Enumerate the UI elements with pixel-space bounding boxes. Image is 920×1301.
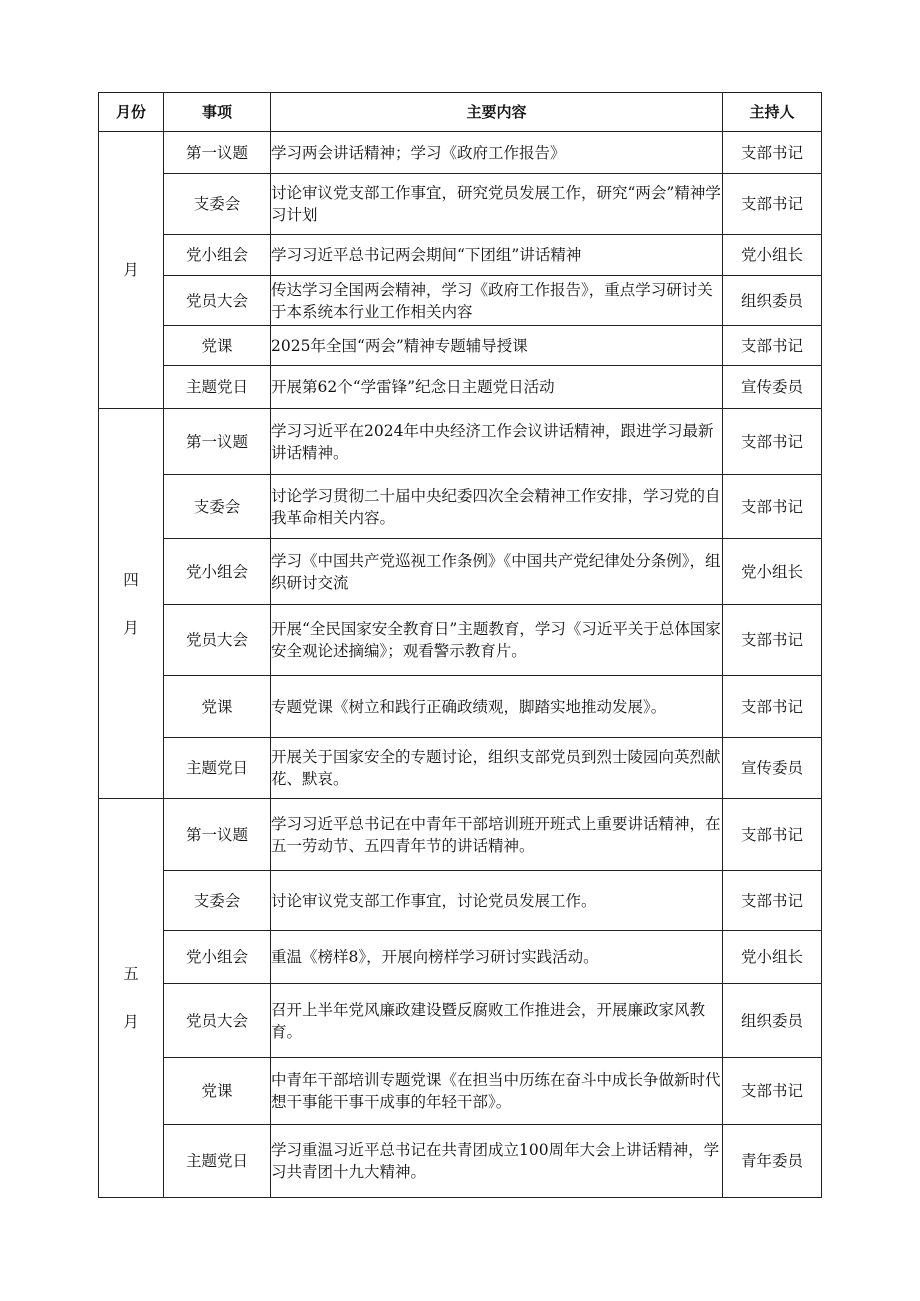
header-month: 月份	[99, 93, 164, 132]
item-cell: 党员大会	[164, 605, 271, 676]
host-cell: 党小组长	[723, 931, 822, 984]
item-cell: 党课	[164, 326, 271, 366]
content-cell: 专题党课《树立和践行正确政绩观，脚踏实地推动发展》。	[271, 676, 723, 738]
host-cell: 宣传委员	[723, 366, 822, 409]
work-plan-table	[98, 92, 822, 1198]
host-cell: 支部书记	[723, 605, 822, 676]
host-cell: 党小组长	[723, 539, 822, 605]
table-row	[99, 174, 822, 235]
table-row	[99, 738, 822, 799]
item-cell: 第一议题	[164, 132, 271, 174]
month-line: 月	[123, 261, 139, 279]
item-cell: 主题党日	[164, 366, 271, 409]
header-host: 主持人	[723, 93, 822, 132]
month-cell	[99, 132, 164, 409]
host-cell: 支部书记	[723, 676, 822, 738]
content-cell: 讨论审议党支部工作事宜，讨论党员发展工作。	[271, 871, 723, 931]
item-cell: 党小组会	[164, 539, 271, 605]
content-cell: 2025年全国“两会”精神专题辅导授课	[271, 326, 723, 366]
content-cell: 传达学习全国两会精神，学习《政府工作报告》，重点学习研讨关于本系统本行业工作相关内容	[271, 276, 723, 326]
host-cell: 支部书记	[723, 174, 822, 235]
content-cell: 开展“全民国家安全教育日”主题教育，学习《习近平关于总体国家安全观论述摘编》；观看警示教育片。	[271, 605, 723, 676]
item-cell: 支委会	[164, 174, 271, 235]
month-line: 四	[123, 570, 139, 589]
header-content: 主要内容	[271, 93, 723, 132]
table-row	[99, 871, 822, 931]
host-cell: 支部书记	[723, 475, 822, 539]
item-cell: 第一议题	[164, 409, 271, 475]
table-row	[99, 326, 822, 366]
table-row	[99, 132, 822, 174]
content-cell: 学习习近平在2024年中央经济工作会议讲话精神，跟进学习最新讲话精神。	[271, 409, 723, 475]
month-line: 五	[123, 965, 139, 983]
table-row	[99, 539, 822, 605]
host-cell: 党小组长	[723, 235, 822, 276]
host-cell: 支部书记	[723, 409, 822, 475]
content-cell: 学习习近平总书记两会期间“下团组”讲话精神	[271, 235, 723, 276]
content-cell: 学习重温习近平总书记在共青团成立100周年大会上讲话精神，学习共青团十九大精神。	[271, 1125, 723, 1198]
table-row	[99, 1125, 822, 1198]
table-row	[99, 475, 822, 539]
item-cell: 党员大会	[164, 276, 271, 326]
content-cell: 开展关于国家安全的专题讨论，组织支部党员到烈士陵园向英烈献花、默哀。	[271, 738, 723, 799]
content-cell: 讨论审议党支部工作事宜，研究党员发展工作，研究“两会”精神学习计划	[271, 174, 723, 235]
table-row	[99, 276, 822, 326]
content-cell: 学习两会讲话精神；学习《政府工作报告》	[271, 132, 723, 174]
table-row	[99, 235, 822, 276]
host-cell: 支部书记	[723, 326, 822, 366]
host-cell: 青年委员	[723, 1125, 822, 1198]
table-row	[99, 799, 822, 871]
month-line: 月	[123, 618, 139, 637]
content-cell: 学习《中国共产党巡视工作条例》《中国共产党纪律处分条例》，组织研讨交流	[271, 539, 723, 605]
host-cell: 支部书记	[723, 871, 822, 931]
table-row	[99, 676, 822, 738]
month-cell	[99, 409, 164, 799]
host-cell: 支部书记	[723, 132, 822, 174]
item-cell: 第一议题	[164, 799, 271, 871]
header-row	[99, 93, 822, 132]
host-cell: 组织委员	[723, 276, 822, 326]
host-cell: 支部书记	[723, 1058, 822, 1125]
table-row	[99, 984, 822, 1058]
table-row	[99, 605, 822, 676]
month-cell	[99, 799, 164, 1198]
content-cell: 开展第62个“学雷锋”纪念日主题党日活动	[271, 366, 723, 409]
item-cell: 党员大会	[164, 984, 271, 1058]
table-row	[99, 931, 822, 984]
header-item: 事项	[164, 93, 271, 132]
item-cell: 主题党日	[164, 738, 271, 799]
item-cell: 党课	[164, 676, 271, 738]
table-row	[99, 409, 822, 475]
item-cell: 党课	[164, 1058, 271, 1125]
item-cell: 支委会	[164, 475, 271, 539]
host-cell: 支部书记	[723, 799, 822, 871]
table-row	[99, 366, 822, 409]
content-cell: 学习习近平总书记在中青年干部培训班开班式上重要讲话精神，在五一劳动节、五四青年节的讲话精神。	[271, 799, 723, 871]
table-row	[99, 1058, 822, 1125]
item-cell: 党小组会	[164, 235, 271, 276]
item-cell: 支委会	[164, 871, 271, 931]
content-cell: 讨论学习贯彻二十届中央纪委四次全会精神工作安排，学习党的自我革命相关内容。	[271, 475, 723, 539]
item-cell: 党小组会	[164, 931, 271, 984]
content-cell: 中青年干部培训专题党课《在担当中历练在奋斗中成长争做新时代想干事能干事干成事的年轻干部》。	[271, 1058, 723, 1125]
content-cell: 重温《榜样8》，开展向榜样学习研讨实践活动。	[271, 931, 723, 984]
content-cell: 召开上半年党风廉政建设暨反腐败工作推进会，开展廉政家风教育。	[271, 984, 723, 1058]
host-cell: 宣传委员	[723, 738, 822, 799]
month-line: 月	[123, 1013, 139, 1031]
host-cell: 组织委员	[723, 984, 822, 1058]
item-cell: 主题党日	[164, 1125, 271, 1198]
